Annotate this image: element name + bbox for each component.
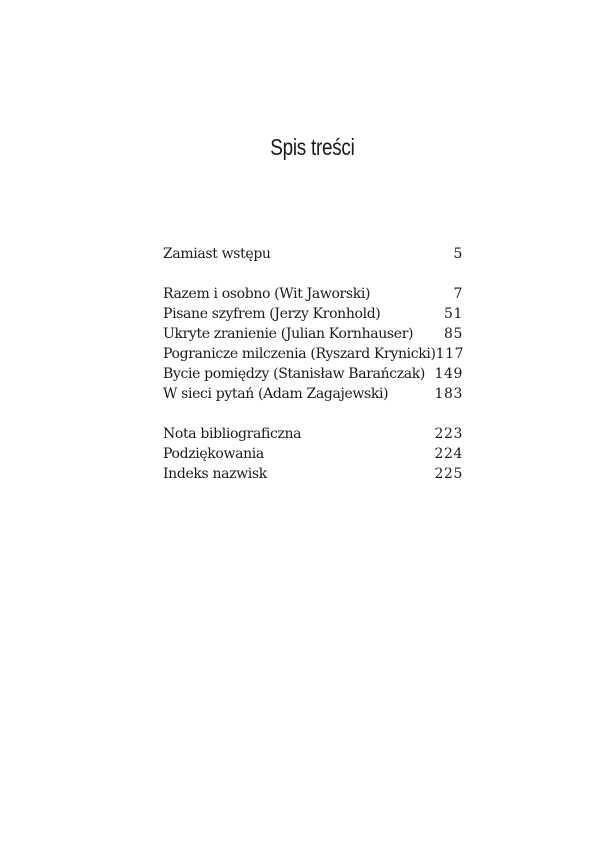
toc-entry-page: 117	[435, 346, 465, 362]
toc-entry-label: Nota bibliograficzna	[163, 426, 302, 442]
toc-entry-page: 225	[434, 466, 463, 482]
table-of-contents	[163, 244, 463, 484]
toc-entry-label: Razem i osobno (Wit Jaworski)	[163, 286, 371, 302]
toc-entry-page: 223	[434, 426, 463, 442]
toc-entry-label: W sieci pytań (Adam Zagajewski)	[163, 386, 389, 402]
section-spacer	[163, 404, 463, 424]
toc-entry-page: 85	[443, 326, 463, 342]
toc-entry-jaworski	[163, 284, 463, 304]
toc-entry-page: 51	[443, 306, 463, 322]
toc-entry-zagajewski	[163, 384, 463, 404]
toc-entry-index	[163, 464, 463, 484]
toc-entry-krynicki	[163, 344, 463, 364]
toc-entry-kronhold	[163, 304, 463, 324]
toc-entry-baranczak	[163, 364, 463, 384]
toc-entry-label: Indeks nazwisk	[163, 466, 267, 482]
toc-entry-label: Podziękowania	[163, 446, 264, 462]
toc-entry-page: 7	[453, 286, 463, 302]
toc-entry-label: Pisane szyfrem (Jerzy Kronhold)	[163, 306, 381, 322]
toc-entry-acknowledgements	[163, 444, 463, 464]
toc-entry-page: 149	[434, 366, 463, 382]
toc-entry-label: Pogranicze milczenia (Ryszard Krynicki)	[163, 346, 436, 362]
toc-entry-label: Zamiast wstępu	[163, 246, 271, 262]
toc-entry-page: 5	[453, 246, 463, 262]
toc-entry-label: Ukryte zranienie (Julian Kornhauser)	[163, 326, 414, 342]
toc-entry-page: 224	[434, 446, 463, 462]
toc-entry-kornhauser	[163, 324, 463, 344]
toc-entry-intro	[163, 244, 463, 264]
toc-entry-label: Bycie pomiędzy (Stanisław Barańczak)	[163, 366, 425, 382]
section-spacer	[163, 264, 463, 284]
toc-entry-bibliographic-note	[163, 424, 463, 444]
toc-entry-page: 183	[434, 386, 463, 402]
page-title: Spis treści	[270, 134, 355, 160]
